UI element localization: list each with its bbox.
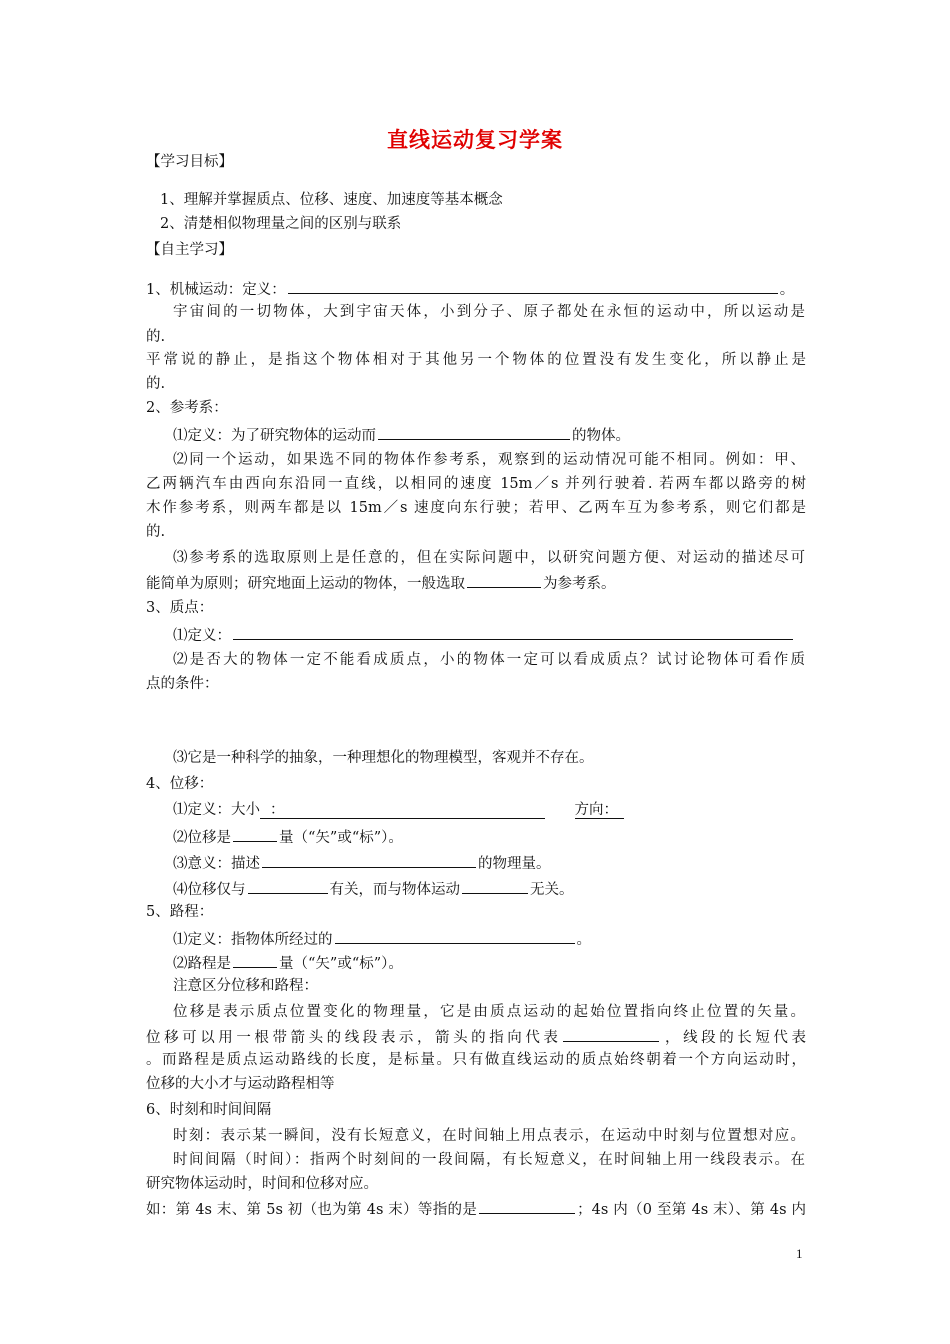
s4-item-2: ⑵位移是 量（“矢”或“标”）。	[173, 826, 403, 848]
s2-item-3-line-1: ⑶参考系的选取原则上是任意的，但在实际问题中，以研究问题方便、对运动的描述尽可	[173, 550, 805, 566]
answer-blank[interactable]	[233, 952, 277, 968]
answer-blank[interactable]	[467, 572, 541, 588]
answer-blank[interactable]	[479, 1198, 575, 1214]
answer-blank[interactable]	[462, 878, 528, 894]
s1-paragraph-1: 宇宙间的一切物体，大到宇宙天体，小到分子、原子都处在永恒的运动中，所以运动是	[173, 304, 805, 320]
s1-paragraph-1-end: 的.	[146, 329, 166, 345]
s5-note: 注意区分位移和路程：	[173, 978, 318, 994]
s2-definition: ⑴定义：为了研究物体的运动而 的物体。	[173, 424, 630, 446]
s2-item-2-line-3: 木作参考系，则两车都是以 15m／s 速度向东行驶；若甲、乙两车互为参考系，则它们都是	[146, 500, 806, 516]
page-number: 1	[796, 1246, 803, 1261]
s5-definition: ⑴定义：指物体所经过的 。	[173, 928, 591, 950]
s1-paragraph-2-end: 的.	[146, 376, 166, 392]
s2-item-3-line-2: 能简单为原则；研究地面上运动的物体，一般选取 为参考系。	[146, 572, 616, 594]
s6-paragraph-1: 时刻：表示某一瞬间，没有长短意义，在时间轴上用点表示，在运动中时刻与位置想对应。	[173, 1128, 805, 1144]
s1-paragraph-2: 平常说的静止，是指这个物体相对于其他另一个物体的位置没有发生变化，所以静止是	[146, 352, 806, 368]
answer-blank[interactable]	[248, 878, 328, 894]
answer-blank[interactable]	[335, 928, 575, 944]
s5-item-2: ⑵路程是 量（“矢”或“标”）。	[173, 952, 403, 974]
document-title: 直线运动复习学案	[387, 127, 563, 152]
s3-heading: 3、质点：	[146, 600, 214, 616]
answer-blank[interactable]	[378, 424, 570, 440]
s4-definition: ⑴定义：大小 ： 方向：	[173, 800, 624, 820]
section-learning-goals: 【学习目标】	[146, 154, 233, 170]
s4-heading: 4、位移：	[146, 776, 214, 792]
s5-paragraph-1: 位移是表示质点位置变化的物理量，它是由质点运动的起始位置指向终止位置的矢量。	[173, 1004, 805, 1020]
s5-paragraph-2: 位移可以用一根带箭头的线段表示，箭头的指向代表 ，线段的长短代表	[146, 1026, 806, 1048]
s6-paragraph-2: 时间间隔（时间）：指两个时刻间的一段间隔，有长短意义，在时间轴上用一线段表示。在	[173, 1152, 805, 1168]
answer-blank[interactable]	[233, 826, 277, 842]
s1-definition-line: 1、机械运动：定义： 。	[146, 278, 794, 300]
s6-paragraph-4: 如：第 4s 末、第 5s 初（也为第 4s 末）等指的是 ；4s 内（0 至第 4s 末）、第 4s 内	[146, 1198, 806, 1220]
s2-item-2-line-1: ⑵同一个运动，如果选不同的物体作参考系，观察到的运动情况可能不相同。例如：甲、	[173, 452, 805, 468]
answer-blank[interactable]	[563, 1026, 659, 1042]
s5-paragraph-3: 。而路程是质点运动路线的长度，是标量。只有做直线运动的质点始终朝着一个方向运动时，	[146, 1052, 806, 1068]
s3-item-2-line-2: 点的条件：	[146, 676, 219, 692]
answer-blank[interactable]	[233, 624, 793, 640]
goal-1: 1、理解并掌握质点、位移、速度、加速度等基本概念	[160, 192, 503, 208]
s3-definition: ⑴定义：	[173, 624, 795, 646]
s2-item-2-line-2: 乙两辆汽车由西向东沿同一直线，以相同的速度 15m／s 并列行驶着. 若两车都以路旁的树	[146, 476, 806, 492]
s5-heading: 5、路程：	[146, 904, 214, 920]
s3-item-3: ⑶它是一种科学的抽象，一种理想化的物理模型，客观并不存在。	[173, 750, 594, 766]
goal-2: 2、清楚相似物理量之间的区别与联系	[160, 216, 402, 232]
s4-item-4: ⑷位移仅与 有关，而与物体运动 无关。	[173, 878, 574, 900]
s4-item-3: ⑶意义：描述 的物理量。	[173, 852, 551, 874]
s2-heading: 2、参考系：	[146, 400, 228, 416]
s3-item-2-line-1: ⑵是否大的物体一定不能看成质点，小的物体一定可以看成质点？试讨论物体可看作质	[173, 652, 805, 668]
s5-paragraph-4: 位移的大小才与运动路程相等	[146, 1076, 335, 1092]
s6-paragraph-3: 研究物体运动时，时间和位移对应。	[146, 1176, 378, 1192]
s2-item-2-line-4: 的.	[146, 524, 166, 540]
answer-blank[interactable]	[262, 852, 476, 868]
s6-heading: 6、时刻和时间间隔	[146, 1102, 272, 1118]
section-self-study: 【自主学习】	[146, 242, 233, 258]
answer-blank[interactable]	[288, 278, 778, 294]
